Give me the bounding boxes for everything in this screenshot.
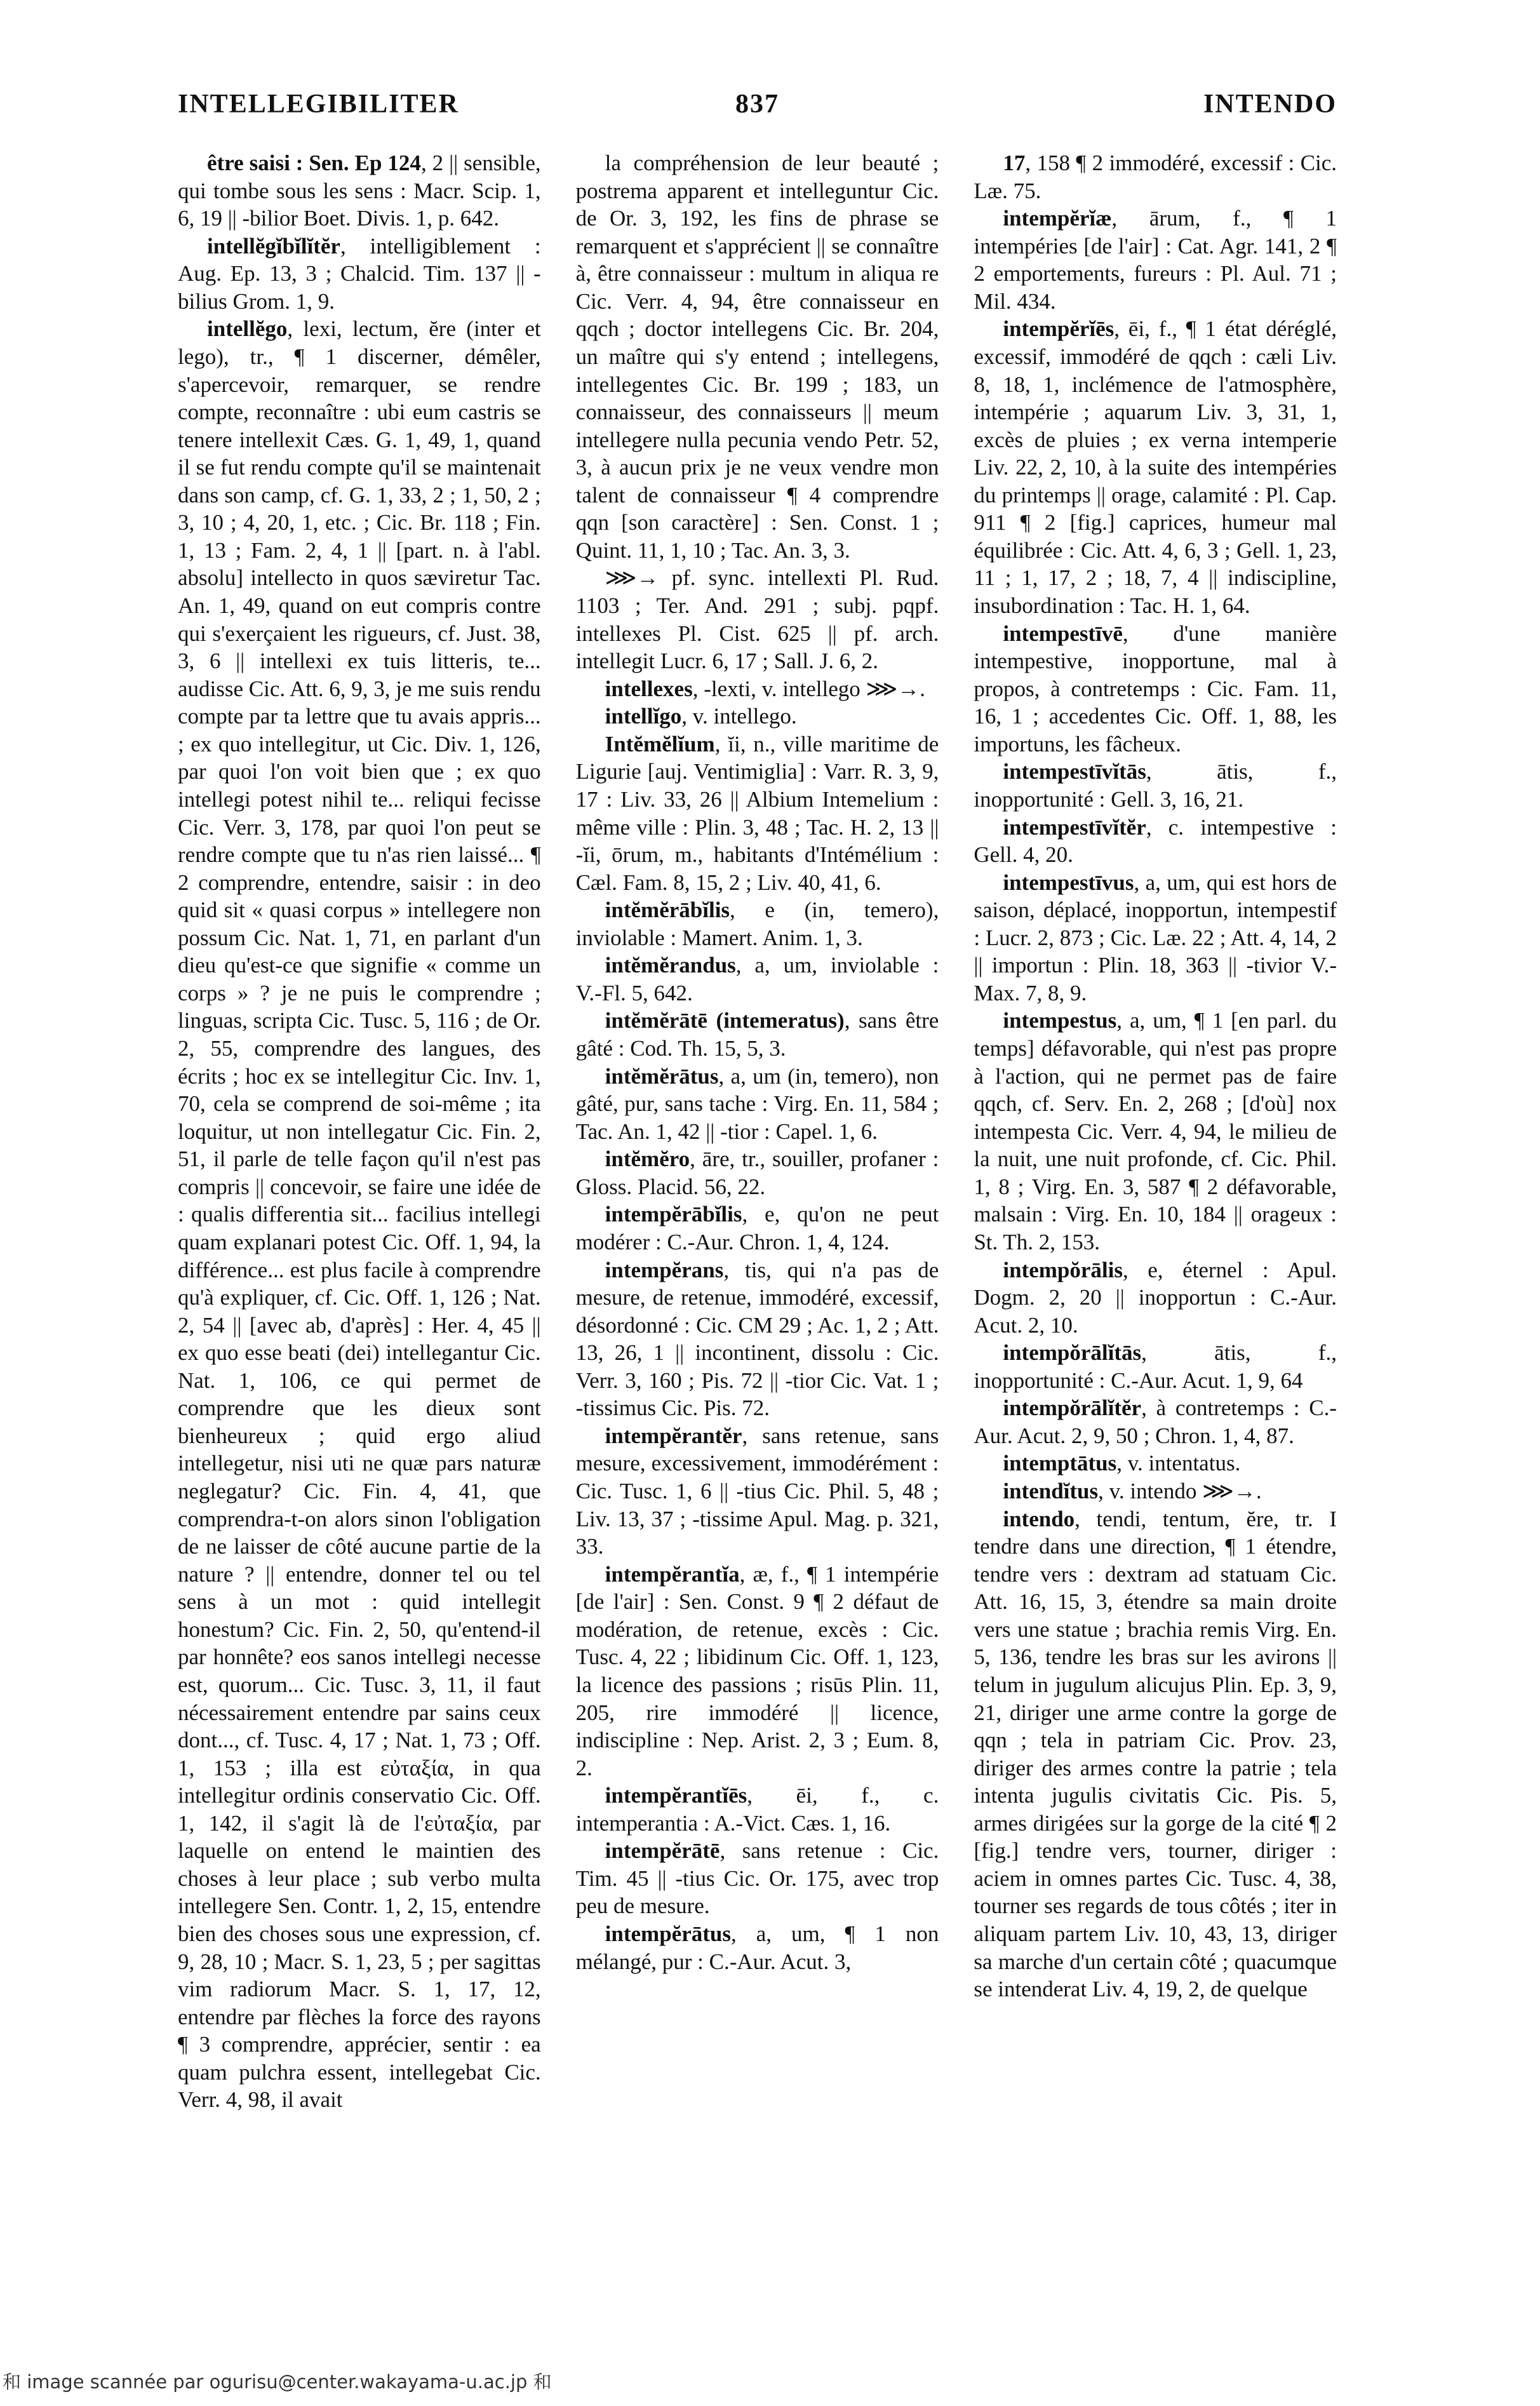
dictionary-entry: ⋙→ pf. sync. intellexti Pl. Rud. 1103 ; Ter. And. 291 ; subj. pqpf. intellexes Pl. Cist. 625 || pf. arch. intellegit Lucr. 6, 17 ; Sall. J. 6, 2. [575, 565, 939, 674]
dictionary-entry: intempĕrans, tis, qui n'a pas de mesure, de retenue, immodéré, excessif, désordonné : Cic. CM 29 ; Ac. 1, 2 ; Att. 13, 26, 1 || incontinent, dissolu : Cic. Verr. 3, 160 ; Pis. 72 || -tior Cic. Vat. 1 ; -tissimus Cic. Pis. 72. [575, 1257, 939, 1421]
headword: intempŏrālĭtĕr [1003, 1395, 1142, 1421]
page-header [178, 89, 1337, 127]
dictionary-entry: intempĕrātē, sans retenue : Cic. Tim. 45 || -tius Cic. Or. 175, avec trop peu de mesure. [575, 1838, 939, 1919]
headword: intemptātus [1003, 1451, 1117, 1476]
dictionary-entry: la compréhension de leur beauté ; postrema apparent et intelleguntur Cic. de Or. 3, 192, les fins de phrase se remarquent et s'apprécient || se connaître à, être connaisseur : multum in aliqua re Cic. Verr. 4, 94, être connaisseur en qqch ; doctor intellegens Cic. Br. 204, un maître qui s'y entend ; intellegens, intellegentes Cic. Br. 199 ; 183, un connaisseur, des connaisseurs || meum intellegere nulla pecunia vendo Petr. 52, 3, à aucun prix je ne veux vendre mon talent de connaisseur ¶ 4 comprendre qqn [son caractère] : Sen. Const. 1 ; Quint. 11, 1, 10 ; Tac. An. 3, 3. [575, 151, 939, 563]
headword: intempŏrālis [1003, 1257, 1123, 1282]
headword: intempĕrĭēs [1003, 316, 1115, 342]
dictionary-entry: intellĭgo, v. intellego. [605, 704, 797, 729]
dictionary-entry: intempestīvus, a, um, qui est hors de saison, déplacé, inopportun, intempestif : Lucr. 2, 873 ; Cic. Læ. 22 ; Att. 4, 14, 2 || importun : Plin. 18, 363 || -tivior V.-Max. 7, 8, 9. [974, 870, 1337, 1005]
dictionary-entry: Intĕmĕlĭum, ĭi, n., ville maritime de Ligurie [auj. Ventimiglia] : Varr. R. 3, 9, 17 : Liv. 33, 26 || Albium Intemelium : même ville : Plin. 3, 48 ; Tac. H. 2, 13 || -ĭi, ōrum, m., habitants d'Intémélium : Cæl. Fam. 8, 15, 2 ; Liv. 40, 41, 6. [575, 731, 939, 895]
headword: intempestīvĭtĕr [1003, 814, 1146, 840]
headword: intempĕrantĭa [605, 1561, 740, 1587]
dictionary-entry: intempestīvĭtĕr, c. intempestive : Gell. 4, 20. [974, 814, 1337, 868]
headword: intĕmĕrātus [605, 1063, 719, 1089]
header-first-headword: INTELLEGIBILITER [178, 90, 459, 119]
headword: intendo [1003, 1506, 1075, 1531]
headword: intempestīvē [1003, 621, 1123, 646]
dictionary-entry: intendĭtus, v. intendo ⋙→. [1003, 1479, 1262, 1503]
headword: 17 [1003, 151, 1026, 175]
dictionary-entry: intempĕrantĭēs, ēi, f., c. intemperantia : A.-Vict. Cæs. 1, 16. [575, 1783, 939, 1836]
dictionary-entry: 17, 158 ¶ 2 immodéré, excessif : Cic. Læ. 75. [974, 151, 1337, 203]
headword: être saisi : Sen. Ep 124 [207, 151, 421, 175]
headword: intĕmĕro [605, 1146, 690, 1172]
headword: intĕmĕrābĭlis [605, 897, 730, 923]
dictionary-entry: intempĕrābĭlis, e, qu'on ne peut modérer : C.-Aur. Chron. 1, 4, 124. [575, 1202, 939, 1254]
headword: Intĕmĕlĭum [605, 731, 715, 756]
dictionary-entry: intĕmĕrandus, a, um, inviolable : V.-Fl. 5, 642. [575, 953, 939, 1005]
dictionary-entry: intĕmĕrātus, a, um (in, temero), non gâté, pur, sans tache : Virg. En. 11, 584 ; Tac. An. 1, 42 || -tior : Capel. 1, 6. [575, 1063, 939, 1144]
headword: intempĕrātus [605, 1921, 731, 1946]
dictionary-entry: intempĕrĭēs, ēi, f., ¶ 1 état déréglé, excessif, immodéré de qqch : cæli Liv. 8, 18, 1, inclémence de l'atmosphère, intempérie ; aquarum Liv. 3, 31, 1, excès de pluies ; ex verna intemperie Liv. 22, 2, 10, à la suite des intempéries du printemps || orage, calamité : Pl. Cap. 911 ¶ 2 [fig.] caprices, humeur mal équilibrée : Cic. Att. 4, 6, 3 ; Gell. 1, 23, 11 ; 1, 17, 2 ; 18, 7, 4 || indiscipline, insubordination : Tac. H. 1, 64. [974, 316, 1337, 618]
dictionary-entry: intellĕgĭbĭlĭtĕr, intelligiblement : Aug. Ep. 13, 3 ; Chalcid. Tim. 137 || -bilius Grom. 1, 9. [178, 233, 541, 314]
headword: intellexes [605, 676, 693, 701]
headword: intempĕrantĕr [605, 1423, 742, 1448]
headword: intempĕrans [605, 1257, 724, 1282]
headword: intendĭtus [1003, 1479, 1099, 1503]
headword: intellĭgo [605, 704, 682, 729]
column-middle [576, 149, 939, 2315]
headword: intĕmĕrandus [605, 953, 736, 978]
dictionary-columns [178, 149, 1337, 2315]
headword: intempĕrātē [605, 1838, 720, 1864]
dictionary-entry: intempŏrālĭtās, ātis, f., inopportunité : C.-Aur. Acut. 1, 9, 64 [974, 1340, 1337, 1393]
column-right [974, 149, 1337, 2315]
headword: intempĕrĭæ [1003, 206, 1112, 231]
header-last-headword: INTENDO [1203, 90, 1337, 119]
dictionary-entry: être saisi : Sen. Ep 124, 2 || sensible, qui tombe sous les sens : Macr. Scip. 1, 6, 19 || -bilior Boet. Divis. 1, p. 642. [178, 151, 541, 231]
dictionary-entry: intellĕgo, lexi, lectum, ĕre (inter et lego), tr., ¶ 1 discerner, démêler, s'apercevoir, remarquer, se rendre compte, reconnaître : ubi eum castris se tenere intellexit Cæs. G. 1, 49, 1, quand il se fut rendu compte qu'il se maintenait dans son camp, cf. G. 1, 33, 2 ; 1, 50, 2 ; 3, 10 ; 4, 20, 1, etc. ; Cic. Br. 118 ; Fin. 1, 13 ; Fam. 2, 4, 1 || [part. n. à l'abl. absolu] intellecto in quos sæviretur Tac. An. 1, 49, quand on eut compris contre qui s'exerçaient les rigueurs, cf. Just. 38, 3, 6 || intellexi ex tuis litteris, te... audisse Cic. Att. 6, 9, 3, je me suis rendu compte par ta lettre que tu avais appris... ; ex quo intellegitur, ut Cic. Div. 1, 126, par quoi l'on voit bien que ; ex quo intellegi potest nihil te... reliqui fecisse Cic. Verr. 3, 178, par quoi l'on peut se rendre compte que tu n'as rien laissé... ¶ 2 comprendre, entendre, saisir : in deo quid sit « quasi corpus » intellegere non possum Cic. Nat. 1, 71, en parlant d'un dieu qu'est-ce que signifie « comme un corps » ? je ne puis le comprendre ; linguas, scripta Cic. Tusc. 5, 116 ; de Or. 2, 55, comprendre des langues, des écrits ; hoc ex se intellegitur Cic. Inv. 1, 70, cela se comprend de soi-même ; ita loquitur, ut non intellegatur Cic. Fin. 2, 51, il parle de telle façon qu'il n'est pas compris || concevoir, se faire une idée de : qualis differentia sit... facilius intellegi quam explanari potest Cic. Off. 1, 94, la différence... est plus facile à comprendre qu'à expliquer, cf. Cic. Off. 1, 126 ; Nat. 2, 54 || [avec ab, d'après] : Her. 4, 45 || ex quo esse beati (dei) intellegantur Cic. Nat. 1, 106, ce qui permet de comprendre que les dieux sont bienheureux ; quid ergo aliud intellegetur, nisi uti ne quæ pars naturæ neglegatur? Cic. Fin. 4, 41, que comprendra-t-on alors sinon l'obligation de ne laisser de côté aucune partie de la nature ? || entendre, donner tel ou tel sens à un mot : quid intellegit honestum? Cic. Fin. 2, 50, qu'entend-il par honnête? eos sanos intellegi necesse est, quorum... Cic. Tusc. 3, 11, il faut nécessairement entendre par sains ceux dont..., cf. Tusc. 4, 17 ; Nat. 1, 73 ; Off. 1, 153 ; illa est εὐταξία, in qua intellegitur ordinis conservatio Cic. Off. 1, 142, il s'agit là de l'εὐταξία, par laquelle on entend le maintien des choses à leur place ; sub verbo multa intellegere Sen. Contr. 1, 2, 15, entendre bien des choses sous une expression, cf. 9, 28, 10 ; Macr. S. 1, 23, 5 ; per sagittas vim radiorum Macr. S. 1, 17, 12, entendre par flèches la force des rayons ¶ 3 comprendre, apprécier, sentir : ea quam pulchra essent, intellegebat Cic. Verr. 4, 98, il avait [178, 316, 541, 2113]
headword: intempĕrābĭlis [605, 1202, 742, 1227]
dictionary-entry: intempĕrantĕr, sans retenue, sans mesure, excessivement, immodérément : Cic. Tusc. 1, 6 || -tius Cic. Phil. 5, 48 ; Liv. 13, 37 ; -tissime Apul. Mag. p. 321, 33. [575, 1423, 939, 1559]
page-number: 837 [735, 90, 779, 119]
dictionary-entry: intempĕrantĭa, æ, f., ¶ 1 intempérie [de l'air] : Sen. Const. 9 ¶ 2 défaut de modération, de retenue, excès : Cic. Tusc. 4, 22 ; libidinum Cic. Off. 1, 123, la licence des passions ; risūs Plin. 11, 205, rire immodéré || licence, indiscipline : Nep. Arist. 2, 3 ; Eum. 8, 2. [575, 1561, 939, 1780]
headword: intĕmĕrātē (intemeratus) [605, 1008, 845, 1033]
headword: intellĕgo [207, 316, 288, 342]
dictionary-entry: intellexes, -lexti, v. intellego ⋙→. [605, 676, 926, 701]
column-left [178, 149, 541, 2315]
dictionary-entry: intendo, tendi, tentum, ĕre, tr. I tendre dans une direction, ¶ 1 étendre, tendre vers : dextram ad statuam Cic. Att. 16, 15, 3, étendre sa main droite vers une statue ; brachia remis Virg. En. 5, 136, tendre les bras sur les avirons || telum in jugulum alicujus Plin. Ep. 3, 9, 21, diriger une arme contre la gorge de qqn ; tela in patriam Cic. Prov. 23, diriger des armes contre la patrie ; tela intenta jugulis civitatis Cic. Pis. 5, armes dirigées sur la gorge de la cité ¶ 2 [fig.] tendre vers, tourner, diriger : aciem in omnes partes Cic. Tusc. 4, 38, tourner ses regards de tous côtés ; iter in aliquam partem Liv. 10, 43, 13, diriger sa marche d'un certain côté ; quacumque se intenderat Liv. 4, 19, 2, de quelque [974, 1506, 1337, 2002]
headword: intempĕrantĭēs [605, 1783, 747, 1808]
dictionary-entry: intempĕrĭæ, ārum, f., ¶ 1 intempéries [de l'air] : Cat. Agr. 141, 2 ¶ 2 emportements, fureurs : Pl. Aul. 71 ; Mil. 434. [974, 206, 1337, 314]
dictionary-entry: intempĕrātus, a, um, ¶ 1 non mélangé, pur : C.-Aur. Acut. 3, [575, 1921, 939, 1974]
headword: intempestus [1003, 1008, 1117, 1033]
dictionary-entry: intĕmĕrātē (intemeratus), sans être gâté : Cod. Th. 15, 5, 3. [575, 1008, 939, 1061]
scan-credit: 和 image scannée par ogurisu@center.wakayama-u.ac.jp 和 [3, 2371, 552, 2393]
dictionary-entry: intemptātus, v. intentatus. [1003, 1451, 1241, 1476]
dictionary-entry: intempŏrālĭtĕr, à contretemps : C.-Aur. Acut. 2, 9, 50 ; Chron. 1, 4, 87. [974, 1395, 1337, 1448]
headword: intempŏrālĭtās [1003, 1340, 1142, 1366]
dictionary-entry: intempestus, a, um, ¶ 1 [en parl. du temps] défavorable, qui n'est pas propre à l'action, qui ne permet pas de faire qqch, cf. Serv. En. 2, 268 ; [d'où] nox intempesta Cic. Verr. 4, 94, le milieu de la nuit, une nuit profonde, cf. Cic. Phil. 1, 8 ; Virg. En. 3, 587 ¶ 2 défavorable, malsain : Virg. En. 10, 184 || orageux : St. Th. 2, 153. [974, 1008, 1337, 1254]
headword: intempestīvus [1003, 870, 1134, 895]
headword: intempestīvĭtās [1003, 759, 1146, 784]
dictionary-entry: intĕmĕro, āre, tr., souiller, profaner : Gloss. Placid. 56, 22. [575, 1146, 939, 1199]
headword: intellĕgĭbĭlĭtĕr [207, 233, 340, 259]
dictionary-entry: intĕmĕrābĭlis, e (in, temero), inviolable : Mamert. Anim. 1, 3. [575, 897, 939, 950]
dictionary-entry: intempestīvē, d'une manière intempestive, inopportune, mal à propos, à contretemps : Cic. Fam. 11, 16, 1 ; accedentes Cic. Off. 1, 88, les importuns, les fâcheux. [974, 621, 1337, 756]
dictionary-entry: intempŏrālis, e, éternel : Apul. Dogm. 2, 20 || inopportun : C.-Aur. Acut. 2, 10. [974, 1257, 1337, 1338]
dictionary-entry: intempestīvĭtās, ātis, f., inopportunité : Gell. 3, 16, 21. [974, 759, 1337, 812]
